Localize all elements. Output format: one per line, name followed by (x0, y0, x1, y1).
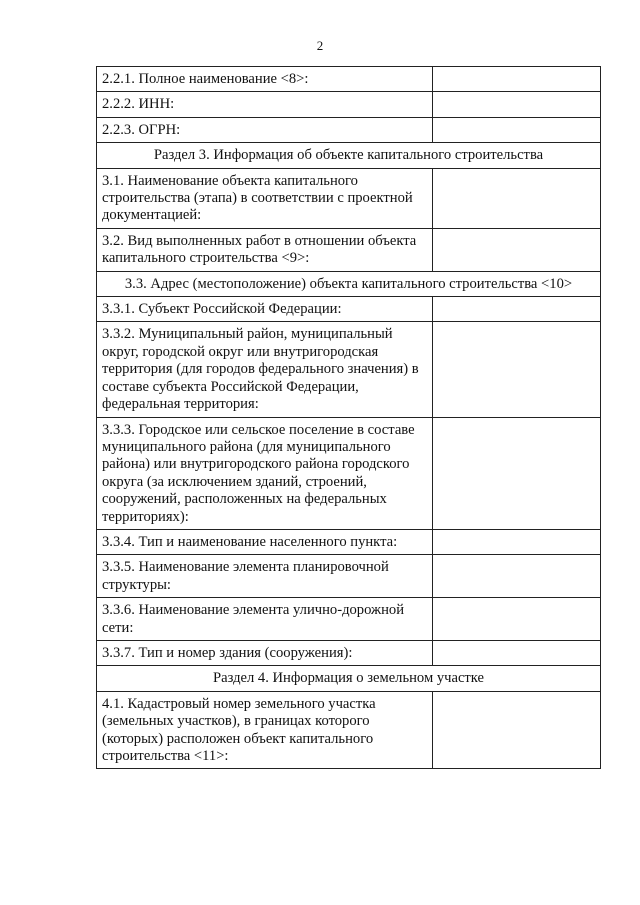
field-label: 3.3.6. Наименование элемента улично-дорожной сети: (97, 598, 433, 641)
field-value-cell[interactable] (433, 598, 601, 641)
field-value-cell[interactable] (433, 228, 601, 271)
field-label: 3.3.5. Наименование элемента планировочной структуры: (97, 555, 433, 598)
field-label: 3.1. Наименование объекта капитального строительства (этапа) в соответствии с проектной документацией: (97, 168, 433, 228)
field-label: 3.3.2. Муниципальный район, муниципальный округ, городской округ или внутригородская территория (для городов федерального значения) в составе субъекта Российской Федерации, федеральная территория: (97, 322, 433, 417)
field-row (97, 168, 601, 228)
form-body (97, 67, 601, 769)
field-label: 2.2.1. Полное наименование <8>: (97, 67, 433, 92)
field-row (97, 228, 601, 271)
section-header-row (97, 666, 601, 691)
notice-form-table (96, 66, 601, 769)
field-label: 2.2.3. ОГРН: (97, 117, 433, 142)
field-value-cell[interactable] (433, 691, 601, 769)
field-row (97, 555, 601, 598)
field-label: 4.1. Кадастровый номер земельного участка (земельных участков), в границах которого (которых) расположен объект капитального строительства <11>: (97, 691, 433, 769)
field-value-cell[interactable] (433, 297, 601, 322)
field-value-cell[interactable] (433, 92, 601, 117)
field-row (97, 417, 601, 529)
page-number: 2 (316, 38, 324, 53)
field-value-cell[interactable] (433, 417, 601, 529)
field-row (97, 67, 601, 92)
field-value-cell[interactable] (433, 168, 601, 228)
field-row (97, 117, 601, 142)
section-title: Раздел 4. Информация о земельном участке (97, 666, 601, 691)
field-label: 3.3.3. Городское или сельское поселение в составе муниципального района (для муниципального района) или внутригородского района городского округа (за исключением зданий, строений, сооружений, расположенных на федеральных территориях): (97, 417, 433, 529)
section-title: 3.3. Адрес (местоположение) объекта капитального строительства <10> (97, 271, 601, 296)
field-value-cell[interactable] (433, 640, 601, 665)
field-row (97, 640, 601, 665)
field-row (97, 598, 601, 641)
field-label: 3.3.7. Тип и номер здания (сооружения): (97, 640, 433, 665)
field-label: 3.3.4. Тип и наименование населенного пункта: (97, 529, 433, 554)
field-value-cell[interactable] (433, 529, 601, 554)
field-label: 3.2. Вид выполненных работ в отношении объекта капитального строительства <9>: (97, 228, 433, 271)
field-row (97, 92, 601, 117)
field-value-cell[interactable] (433, 322, 601, 417)
field-label: 2.2.2. ИНН: (97, 92, 433, 117)
field-value-cell[interactable] (433, 67, 601, 92)
section-header-row (97, 143, 601, 168)
section-header-row (97, 271, 601, 296)
field-row (97, 297, 601, 322)
field-row (97, 691, 601, 769)
field-row (97, 322, 601, 417)
field-label: 3.3.1. Субъект Российской Федерации: (97, 297, 433, 322)
section-title: Раздел 3. Информация об объекте капитального строительства (97, 143, 601, 168)
field-value-cell[interactable] (433, 117, 601, 142)
field-value-cell[interactable] (433, 555, 601, 598)
field-row (97, 529, 601, 554)
